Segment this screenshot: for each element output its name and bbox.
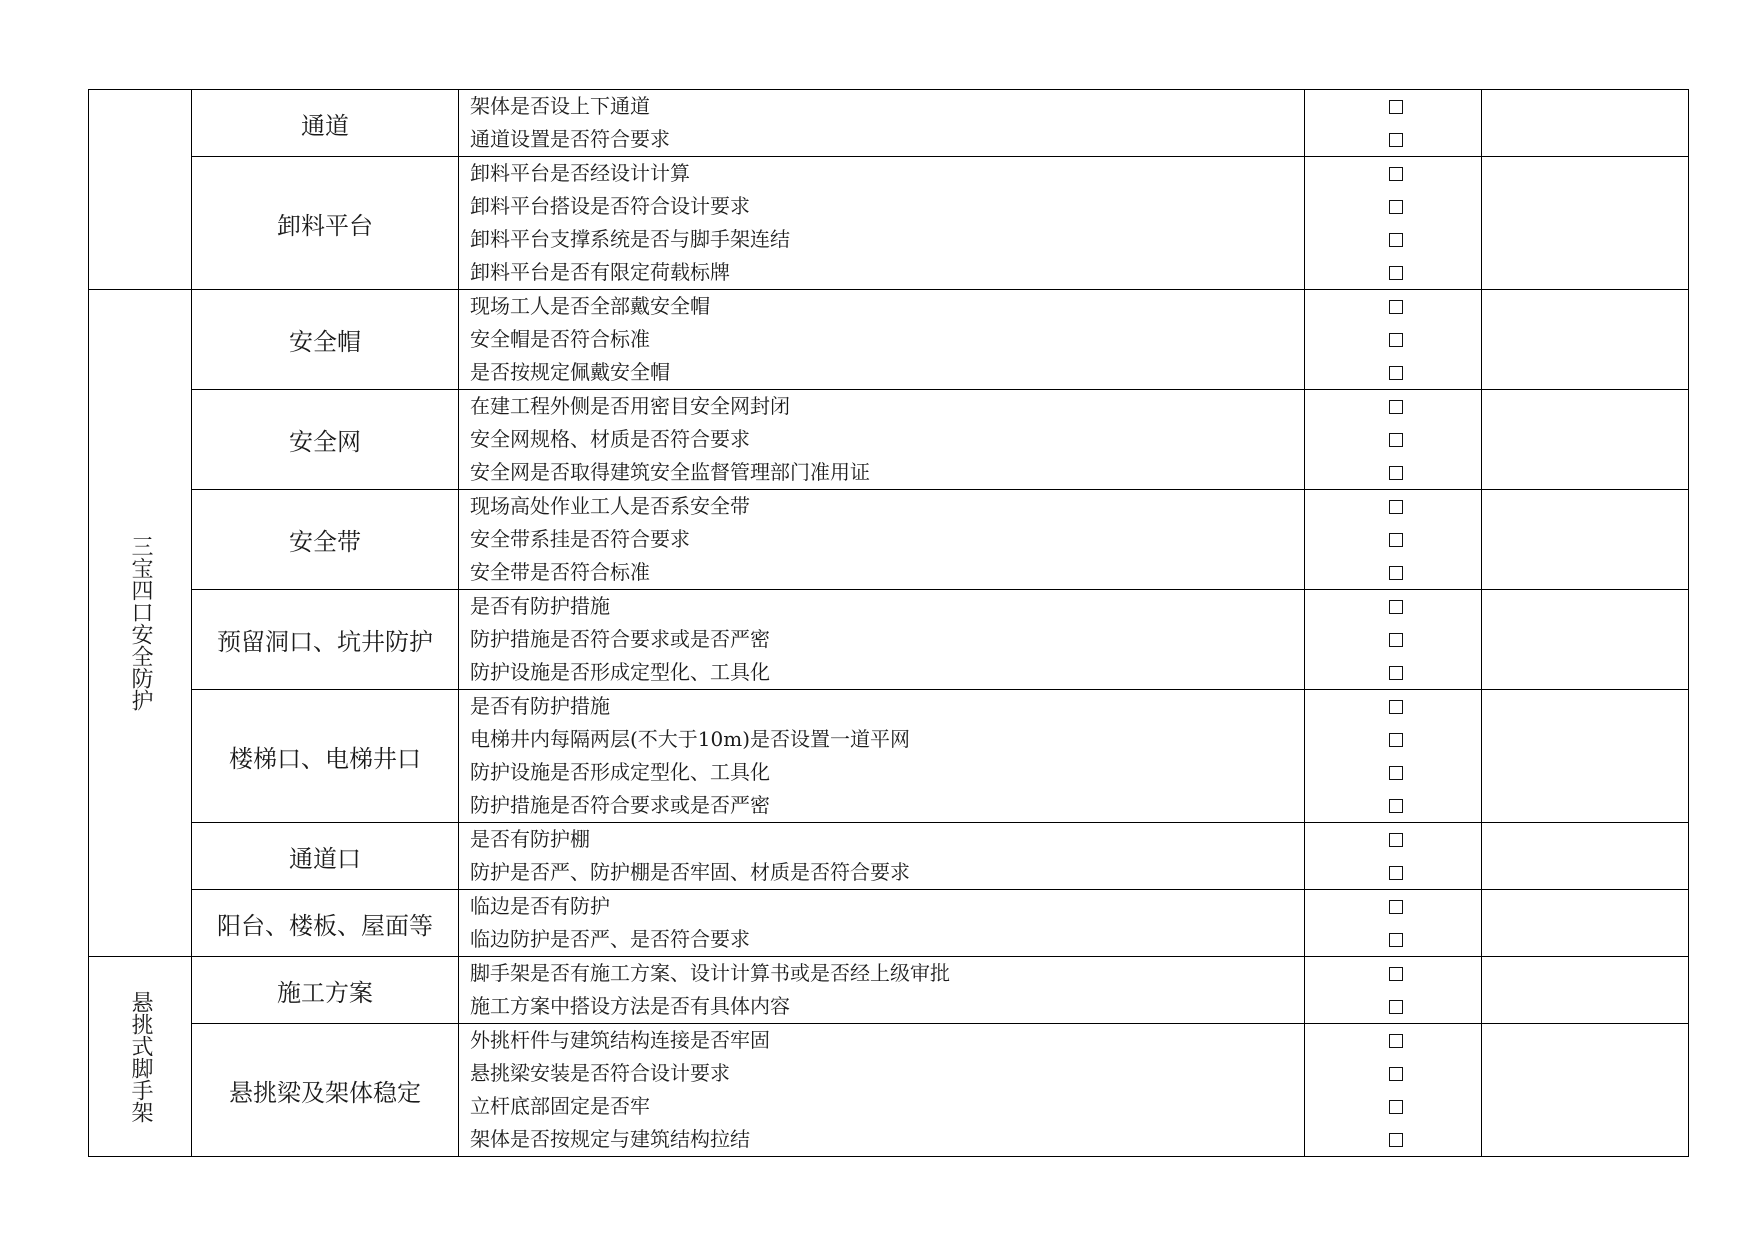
checkbox-row (1305, 490, 1481, 523)
checkbox-row (1305, 157, 1481, 190)
check-content-cell (459, 890, 1305, 957)
item-name-cell: 施工方案 (192, 957, 459, 1024)
check-item-text: 现场工人是否全部戴安全帽 (470, 294, 710, 318)
check-item-text: 卸料平台搭设是否符合设计要求 (470, 194, 750, 218)
item-name-cell: 通道口 (192, 823, 459, 890)
checkbox-row (1305, 656, 1481, 689)
item-name-cell: 卸料平台 (192, 157, 459, 290)
check-item-text: 防护设施是否形成定型化、工具化 (470, 660, 770, 684)
remark-cell[interactable] (1482, 590, 1689, 690)
checkbox-cell (1305, 157, 1482, 290)
table-row (89, 823, 1689, 890)
checkbox-icon[interactable] (1389, 833, 1403, 847)
inspection-checklist-table (88, 89, 1689, 1157)
remark-cell[interactable] (1482, 290, 1689, 390)
checkbox-icon[interactable] (1389, 500, 1403, 514)
check-item-text: 是否有防护棚 (470, 827, 590, 851)
checkbox-icon[interactable] (1389, 600, 1403, 614)
check-item-text: 临边防护是否严、是否符合要求 (470, 927, 750, 951)
check-content-cell (459, 1024, 1305, 1157)
checkbox-cell (1305, 90, 1482, 157)
check-content-cell (459, 690, 1305, 823)
item-name-cell: 安全网 (192, 390, 459, 490)
checkbox-row (1305, 523, 1481, 556)
item-name-cell: 悬挑梁及架体稳定 (192, 1024, 459, 1157)
checkbox-icon[interactable] (1389, 1100, 1403, 1114)
checkbox-icon[interactable] (1389, 766, 1403, 780)
check-item-text: 防护措施是否符合要求或是否严密 (470, 793, 770, 817)
check-item-text: 防护是否严、防护棚是否牢固、材质是否符合要求 (470, 860, 910, 884)
check-item-text: 安全带是否符合标准 (470, 560, 650, 584)
table-row (89, 957, 1689, 1024)
check-content-cell (459, 490, 1305, 590)
checkbox-row (1305, 823, 1481, 856)
checkbox-cell (1305, 1024, 1482, 1157)
checkbox-icon[interactable] (1389, 700, 1403, 714)
table-row (89, 690, 1689, 823)
check-content-cell (459, 90, 1305, 157)
checkbox-row (1305, 323, 1481, 356)
check-content-cell (459, 157, 1305, 290)
check-item-text: 是否按规定佩戴安全帽 (470, 360, 670, 384)
checkbox-icon[interactable] (1389, 900, 1403, 914)
check-item-text: 架体是否设上下通道 (470, 94, 650, 118)
checkbox-row (1305, 190, 1481, 223)
category-cell (89, 957, 192, 1157)
checkbox-row (1305, 723, 1481, 756)
check-item-text: 防护设施是否形成定型化、工具化 (470, 760, 770, 784)
remark-cell[interactable] (1482, 890, 1689, 957)
checkbox-icon[interactable] (1389, 200, 1403, 214)
check-content-cell (459, 590, 1305, 690)
check-item-text: 卸料平台支撑系统是否与脚手架连结 (470, 227, 790, 251)
checkbox-icon[interactable] (1389, 300, 1403, 314)
table-row (89, 890, 1689, 957)
checkbox-row (1305, 223, 1481, 256)
checkbox-row (1305, 423, 1481, 456)
checkbox-row (1305, 390, 1481, 423)
check-item-text: 安全网是否取得建筑安全监督管理部门准用证 (470, 460, 870, 484)
check-item-text: 卸料平台是否有限定荷载标牌 (470, 260, 730, 284)
check-item-text: 立杆底部固定是否牢 (470, 1094, 650, 1118)
checkbox-icon[interactable] (1389, 266, 1403, 280)
checkbox-row (1305, 90, 1481, 123)
remark-cell[interactable] (1482, 490, 1689, 590)
check-content-cell (459, 823, 1305, 890)
checkbox-cell (1305, 890, 1482, 957)
table-row (89, 157, 1689, 290)
checkbox-icon[interactable] (1389, 133, 1403, 147)
item-name-cell: 安全帽 (192, 290, 459, 390)
checkbox-icon[interactable] (1389, 933, 1403, 947)
table-row (89, 590, 1689, 690)
checkbox-icon[interactable] (1389, 366, 1403, 380)
checkbox-row (1305, 923, 1481, 956)
checkbox-icon[interactable] (1389, 533, 1403, 547)
check-item-text: 通道设置是否符合要求 (470, 127, 670, 151)
item-name-cell: 安全带 (192, 490, 459, 590)
remark-cell[interactable] (1482, 1024, 1689, 1157)
checkbox-cell (1305, 823, 1482, 890)
checkbox-icon[interactable] (1389, 400, 1403, 414)
checkbox-row (1305, 256, 1481, 289)
checkbox-row (1305, 1024, 1481, 1057)
category-cell (89, 90, 192, 290)
checkbox-row (1305, 123, 1481, 156)
remark-cell[interactable] (1482, 957, 1689, 1024)
check-item-text: 电梯井内每隔两层(不大于10m)是否设置一道平网 (470, 727, 911, 751)
check-item-text: 安全网规格、材质是否符合要求 (470, 427, 750, 451)
check-item-text: 安全帽是否符合标准 (470, 327, 650, 351)
checkbox-icon[interactable] (1389, 466, 1403, 480)
checkbox-row (1305, 456, 1481, 489)
checkbox-row (1305, 623, 1481, 656)
checkbox-icon[interactable] (1389, 666, 1403, 680)
checkbox-icon[interactable] (1389, 100, 1403, 114)
checkbox-row (1305, 356, 1481, 389)
check-item-text: 在建工程外侧是否用密目安全网封闭 (470, 394, 790, 418)
check-item-text: 是否有防护措施 (470, 694, 610, 718)
table-row (89, 90, 1689, 157)
remark-cell[interactable] (1482, 157, 1689, 290)
checkbox-icon[interactable] (1389, 1067, 1403, 1081)
checkbox-icon[interactable] (1389, 1000, 1403, 1014)
checkbox-icon[interactable] (1389, 333, 1403, 347)
item-name-cell: 通道 (192, 90, 459, 157)
check-item-text: 悬挑梁安装是否符合设计要求 (470, 1061, 730, 1085)
checkbox-row (1305, 789, 1481, 822)
checkbox-row (1305, 590, 1481, 623)
remark-cell[interactable] (1482, 90, 1689, 157)
category-cell (89, 290, 192, 957)
checkbox-icon[interactable] (1389, 1034, 1403, 1048)
checkbox-row (1305, 890, 1481, 923)
check-content-cell (459, 957, 1305, 1024)
checkbox-row (1305, 756, 1481, 789)
table-row (89, 1024, 1689, 1157)
checkbox-cell (1305, 957, 1482, 1024)
check-content-cell (459, 290, 1305, 390)
check-item-text: 安全带系挂是否符合要求 (470, 527, 690, 551)
table-row (89, 290, 1689, 390)
remark-cell[interactable] (1482, 690, 1689, 823)
item-name-cell: 预留洞口、坑井防护 (192, 590, 459, 690)
checkbox-icon[interactable] (1389, 733, 1403, 747)
table-row (89, 490, 1689, 590)
checkbox-cell (1305, 690, 1482, 823)
check-item-text: 防护措施是否符合要求或是否严密 (470, 627, 770, 651)
checkbox-cell (1305, 490, 1482, 590)
table-row (89, 390, 1689, 490)
check-content-cell (459, 390, 1305, 490)
checkbox-icon[interactable] (1389, 433, 1403, 447)
checkbox-icon[interactable] (1389, 233, 1403, 247)
checkbox-row (1305, 856, 1481, 889)
checkbox-row (1305, 957, 1481, 990)
checkbox-cell (1305, 590, 1482, 690)
checkbox-row (1305, 690, 1481, 723)
item-name-cell: 阳台、楼板、屋面等 (192, 890, 459, 957)
check-item-text: 外挑杆件与建筑结构连接是否牢固 (470, 1028, 770, 1052)
checkbox-icon[interactable] (1389, 967, 1403, 981)
checkbox-icon[interactable] (1389, 866, 1403, 880)
checkbox-row (1305, 556, 1481, 589)
item-name-cell: 楼梯口、电梯井口 (192, 690, 459, 823)
category-label: 三宝四口安全防护 (128, 535, 153, 711)
checkbox-row (1305, 990, 1481, 1023)
checkbox-icon[interactable] (1389, 566, 1403, 580)
check-item-text: 现场高处作业工人是否系安全带 (470, 494, 750, 518)
checkbox-icon[interactable] (1389, 799, 1403, 813)
checkbox-row (1305, 1057, 1481, 1090)
checkbox-icon[interactable] (1389, 633, 1403, 647)
check-item-text: 架体是否按规定与建筑结构拉结 (470, 1127, 750, 1151)
remark-cell[interactable] (1482, 390, 1689, 490)
checkbox-cell (1305, 390, 1482, 490)
check-item-text: 是否有防护措施 (470, 594, 610, 618)
checkbox-icon[interactable] (1389, 1133, 1403, 1147)
category-label: 悬挑式脚手架 (128, 990, 153, 1123)
checklist-body (89, 90, 1689, 1157)
check-item-text: 脚手架是否有施工方案、设计计算书或是否经上级审批 (470, 961, 950, 985)
checkbox-row (1305, 1123, 1481, 1156)
check-item-text: 临边是否有防护 (470, 894, 610, 918)
check-item-text: 卸料平台是否经设计计算 (470, 161, 690, 185)
check-item-text: 施工方案中搭设方法是否有具体内容 (470, 994, 790, 1018)
checkbox-row (1305, 290, 1481, 323)
checkbox-row (1305, 1090, 1481, 1123)
checkbox-cell (1305, 290, 1482, 390)
remark-cell[interactable] (1482, 823, 1689, 890)
checkbox-icon[interactable] (1389, 167, 1403, 181)
